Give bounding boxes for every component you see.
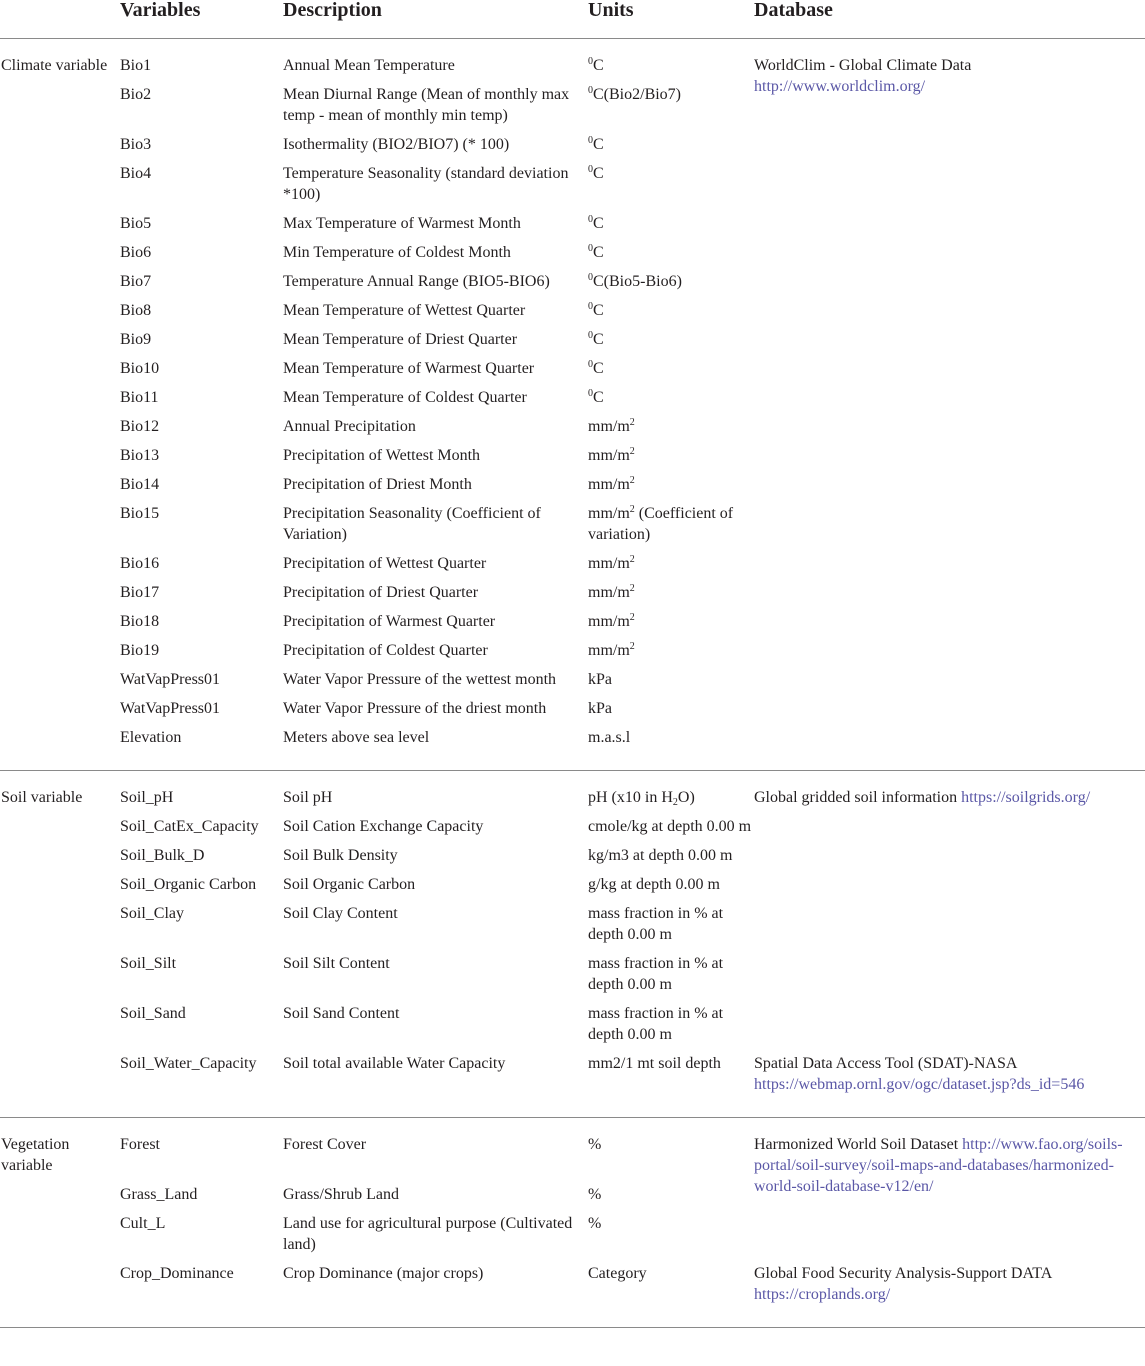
database-source: Harmonized World Soil Dataset — [754, 1136, 959, 1153]
unit-cell: $^0$C — [588, 56, 604, 74]
database-link[interactable]: https://webmap.ornl.gov/ogc/dataset.jsp?ds_id=546 — [754, 1076, 1085, 1093]
variable-cell: Bio5 — [120, 215, 152, 232]
description-cell: Precipitation of Warmest Quarter — [283, 613, 496, 630]
variable-cell: Crop_Dominance — [120, 1265, 234, 1282]
unit-cell: kPa — [588, 671, 612, 688]
variable-cell: Bio8 — [120, 302, 152, 319]
unit-cell: $^0$C(Bio5-Bio6) — [588, 272, 682, 290]
variable-cell: Elevation — [120, 729, 182, 746]
table-row — [0, 784, 1145, 813]
description-cell: Mean Diurnal Range (Mean of monthly max temp - mean of monthly min temp) — [283, 86, 570, 124]
group-divider — [0, 1100, 1145, 1118]
unit-cell: mass fraction in % at depth 0.00 m — [588, 955, 724, 993]
unit-cell: kg/m3 at depth 0.00 m — [588, 847, 733, 864]
unit-cell: Category — [588, 1265, 647, 1282]
header-description: Description — [282, 0, 587, 39]
header-database: Database — [753, 0, 1145, 39]
variable-cell: Grass_Land — [120, 1186, 198, 1203]
variable-cell: Soil_Bulk_D — [120, 847, 205, 864]
variable-cell: Soil_Clay — [120, 905, 185, 922]
unit-cell: mass fraction in % at depth 0.00 m — [588, 1005, 724, 1043]
database-cell-soil-sdat — [753, 1050, 1145, 1100]
table-row — [0, 1131, 1145, 1181]
description-cell: Precipitation of Wettest Month — [283, 447, 481, 464]
variable-cell: Soil_pH — [120, 789, 174, 806]
unit-cell: $mm/m^2$ — [588, 417, 635, 435]
unit-cell: $^0$C — [588, 301, 604, 319]
unit-cell: g/kg at depth 0.00 m — [588, 876, 720, 893]
header-units: Units — [587, 0, 753, 39]
table-header-row — [0, 0, 1145, 39]
variable-cell: Soil_Water_Capacity — [120, 1055, 257, 1072]
table-row — [0, 52, 1145, 81]
group-label-soil: Soil variable — [1, 789, 83, 806]
variable-cell: Soil_Organic Carbon — [120, 876, 257, 893]
description-cell: Water Vapor Pressure of the driest month — [283, 700, 547, 717]
description-cell: Mean Temperature of Warmest Quarter — [283, 360, 535, 377]
database-link[interactable]: http://www.worldclim.org/ — [754, 78, 926, 95]
description-cell: Max Temperature of Warmest Month — [283, 215, 521, 232]
variable-cell: Bio3 — [120, 136, 152, 153]
unit-cell: % — [588, 1136, 602, 1153]
unit-cell: $^0$C — [588, 135, 604, 153]
description-cell: Temperature Annual Range (BIO5-BIO6) — [283, 273, 550, 290]
description-cell: Water Vapor Pressure of the wettest month — [283, 671, 557, 688]
variable-cell: Bio13 — [120, 447, 160, 464]
description-cell: Precipitation of Driest Quarter — [283, 584, 479, 601]
description-cell: Soil Clay Content — [283, 905, 398, 922]
database-source: Global Food Security Analysis-Support DATA — [754, 1265, 1052, 1282]
variable-cell: Bio12 — [120, 418, 160, 435]
description-cell: Crop Dominance (major crops) — [283, 1265, 484, 1282]
variable-cell: Bio17 — [120, 584, 160, 601]
description-cell: Meters above sea level — [283, 729, 430, 746]
description-cell: Soil pH — [283, 789, 333, 806]
variable-cell: Soil_Silt — [120, 955, 177, 972]
description-cell: Annual Precipitation — [283, 418, 416, 435]
group-label-climate: Climate variable — [1, 57, 108, 74]
unit-cell: $^0$C — [588, 243, 604, 261]
variable-cell: Bio4 — [120, 165, 152, 182]
description-cell: Mean Temperature of Wettest Quarter — [283, 302, 526, 319]
database-source: Global gridded soil information — [754, 789, 958, 806]
unit-cell: $^0$C(Bio2/Bio7) — [588, 85, 682, 103]
description-cell: Soil total available Water Capacity — [283, 1055, 506, 1072]
description-cell: Precipitation of Driest Month — [283, 476, 472, 493]
variable-cell: Bio6 — [120, 244, 152, 261]
unit-cell: kPa — [588, 700, 612, 717]
variable-cell: WatVapPress01 — [120, 671, 221, 688]
description-cell: Soil Cation Exchange Capacity — [283, 818, 484, 835]
variable-cell: Bio10 — [120, 360, 160, 377]
database-cell-croplands — [753, 1260, 1145, 1310]
table-row — [0, 1050, 1145, 1100]
database-cell-vegetation — [753, 1131, 1145, 1260]
unit-cell: $mm/m^2$ (Coefficient of variation) — [588, 504, 734, 543]
database-link[interactable]: http://www.fao.org/soils-portal/soil-survey/soil-maps-and-databases/harmonized-world-soil-database-v12/en/ — [754, 1136, 1123, 1195]
variable-cell: Bio18 — [120, 613, 160, 630]
unit-cell: $mm/m^2$ — [588, 641, 635, 659]
description-cell: Soil Bulk Density — [283, 847, 398, 864]
variable-cell: WatVapPress01 — [120, 700, 221, 717]
description-cell: Temperature Seasonality (standard deviation *100) — [283, 165, 569, 203]
variable-cell: Cult_L — [120, 1215, 166, 1232]
description-cell: Soil Organic Carbon — [283, 876, 416, 893]
variable-cell: Bio2 — [120, 86, 152, 103]
unit-cell: $mm/m^2$ — [588, 583, 635, 601]
group-label-vegetation: Vegetation variable — [1, 1136, 70, 1174]
variable-cell: Bio9 — [120, 331, 152, 348]
unit-cell: pH (x10 in $H_2O$) — [588, 789, 695, 808]
description-cell: Isothermality (BIO2/BIO7) (* 100) — [283, 136, 510, 153]
unit-cell: $mm/m^2$ — [588, 554, 635, 572]
unit-cell: $mm/m^2$ — [588, 475, 635, 493]
unit-cell: $mm/m^2$ — [588, 446, 635, 464]
unit-cell: $^0$C — [588, 359, 604, 377]
unit-cell: % — [588, 1215, 602, 1232]
description-cell: Land use for agricultural purpose (Cultivated land) — [283, 1215, 573, 1253]
table-bottom-rule — [0, 1310, 1145, 1328]
description-cell: Soil Sand Content — [283, 1005, 400, 1022]
database-cell-climate — [753, 52, 1145, 753]
unit-cell: $^0$C — [588, 330, 604, 348]
header-variables: Variables — [119, 0, 282, 39]
description-cell: Soil Silt Content — [283, 955, 390, 972]
variable-cell: Soil_CatEx_Capacity — [120, 818, 259, 835]
description-cell: Precipitation of Coldest Quarter — [283, 642, 488, 659]
database-link[interactable]: https://soilgrids.org/ — [961, 789, 1091, 806]
group-divider — [0, 753, 1145, 771]
unit-cell: $^0$C — [588, 214, 604, 232]
unit-cell: % — [588, 1186, 602, 1203]
variable-cell: Forest — [120, 1136, 160, 1153]
description-cell: Mean Temperature of Coldest Quarter — [283, 389, 527, 406]
unit-cell: $^0$C — [588, 388, 604, 406]
description-cell: Grass/Shrub Land — [283, 1186, 399, 1203]
unit-cell: m.a.s.l — [588, 729, 631, 746]
variable-cell: Bio16 — [120, 555, 160, 572]
description-cell: Min Temperature of Coldest Month — [283, 244, 511, 261]
description-cell: Precipitation Seasonality (Coefficient of Variation) — [283, 505, 541, 543]
variable-cell: Soil_Sand — [120, 1005, 186, 1022]
database-cell-soil — [753, 784, 1145, 1050]
variable-cell: Bio7 — [120, 273, 152, 290]
variable-cell: Bio14 — [120, 476, 160, 493]
unit-cell: cmole/kg at depth 0.00 m — [588, 818, 752, 835]
variable-cell: Bio11 — [120, 389, 159, 406]
header-group — [0, 0, 119, 39]
description-cell: Forest Cover — [283, 1136, 367, 1153]
unit-cell: mm2/1 mt soil depth — [588, 1055, 721, 1072]
database-source: WorldClim - Global Climate Data — [754, 57, 972, 74]
unit-cell: mass fraction in % at depth 0.00 m — [588, 905, 724, 943]
variable-cell: Bio1 — [120, 57, 152, 74]
database-source: Spatial Data Access Tool (SDAT)-NASA — [754, 1055, 1017, 1072]
unit-cell: $mm/m^2$ — [588, 612, 635, 630]
database-link[interactable]: https://croplands.org/ — [754, 1286, 891, 1303]
description-cell: Mean Temperature of Driest Quarter — [283, 331, 518, 348]
variable-cell: Bio15 — [120, 505, 160, 522]
description-cell: Precipitation of Wettest Quarter — [283, 555, 487, 572]
unit-cell: $^0$C — [588, 164, 604, 182]
description-cell: Annual Mean Temperature — [283, 57, 455, 74]
table-row — [0, 1260, 1145, 1310]
variable-cell: Bio19 — [120, 642, 160, 659]
